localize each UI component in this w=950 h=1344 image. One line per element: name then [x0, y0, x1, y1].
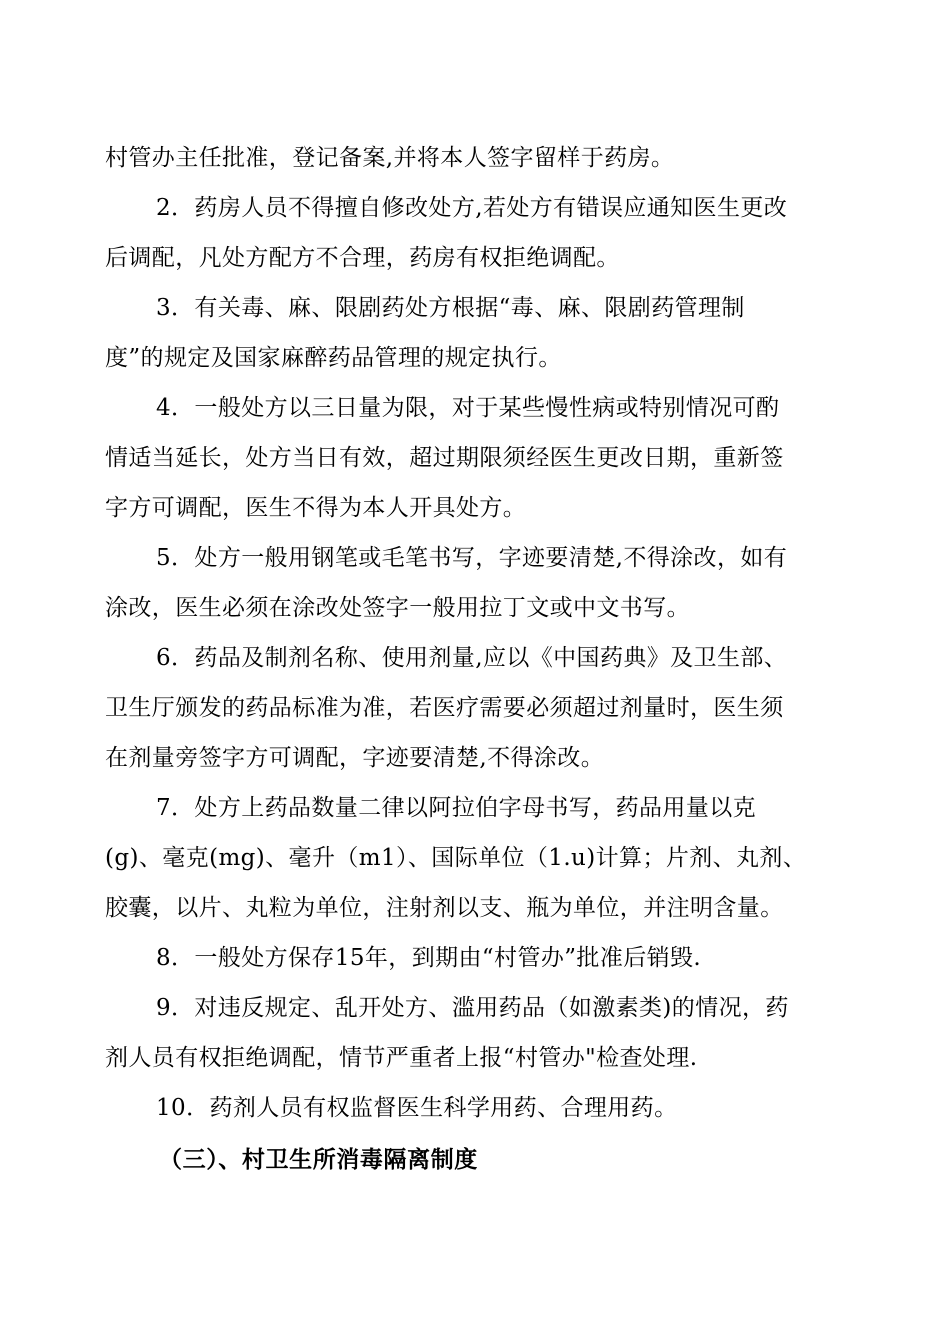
- text-line-16: 胶囊，以片、丸粒为单位，注射剂以支、瓶为单位，并注明含量。: [105, 895, 784, 921]
- text-line-4: 3．有关毒、麻、限剧药处方根据“毒、麻、限剧药管理制: [156, 295, 745, 321]
- text-line-8: 字方可调配，医生不得为本人开具处方。: [105, 495, 527, 521]
- text-line-18: 9．对违反规定、乱开处方、滥用药品（如激素类)的情况，药: [156, 995, 789, 1021]
- text-line-5: 度”的规定及国家麻醉药品管理的规定执行。: [105, 345, 562, 371]
- text-line-9: 5．处方一般用钢笔或毛笔书写，字迹要清楚,不得涂改，如有: [156, 545, 788, 571]
- text-line-11: 6．药品及制剂名称、使用剂量,应以《中国药典》及卫生部、: [156, 645, 788, 671]
- text-line-1: 村管办主任批准，登记备案,并将本人签字留样于药房。: [105, 145, 675, 171]
- text-line-7: 情适当延长，处方当日有效，超过期限须经医生更改日期，重新签: [105, 445, 784, 471]
- text-line-3: 后调配，凡处方配方不合理，药房有权拒绝调配。: [105, 245, 620, 271]
- text-line-13: 在剂量旁签字方可调配，字迹要清楚,不得涂改。: [105, 745, 605, 771]
- text-line-2: 2．药房人员不得擅自修改处方,若处方有错误应通知医生更改: [156, 195, 788, 221]
- text-line-14: 7．处方上药品数量二律以阿拉伯字母书写，药品用量以克: [156, 795, 757, 821]
- text-line-12: 卫生厅颁发的药品标准为准，若医疗需要必须超过剂量时，医生须: [105, 695, 784, 721]
- text-line-15: (g)、毫克(mg)、毫升（m1）、国际单位（1.u)计算；片剂、丸剂、: [105, 845, 807, 871]
- text-line-20: 10．药剂人员有权监督医生科学用药、合理用药。: [156, 1095, 678, 1121]
- document-page: [105, 133, 850, 1185]
- text-line-6: 4．一般处方以三日量为限，对于某些慢性病或特别情况可酌: [156, 395, 780, 421]
- text-line-17: 8．一般处方保存15年，到期由“村管办”批准后销毁.: [156, 945, 702, 971]
- text-line-19: 剂人员有权拒绝调配，情节严重者上报“村管办"检查处理.: [105, 1045, 698, 1071]
- text-line-10: 涂改，医生必须在涂改处签字一般用拉丁文或中文书写。: [105, 595, 690, 621]
- section-heading: （三）、村卫生所消毒隔离制度: [159, 1147, 478, 1173]
